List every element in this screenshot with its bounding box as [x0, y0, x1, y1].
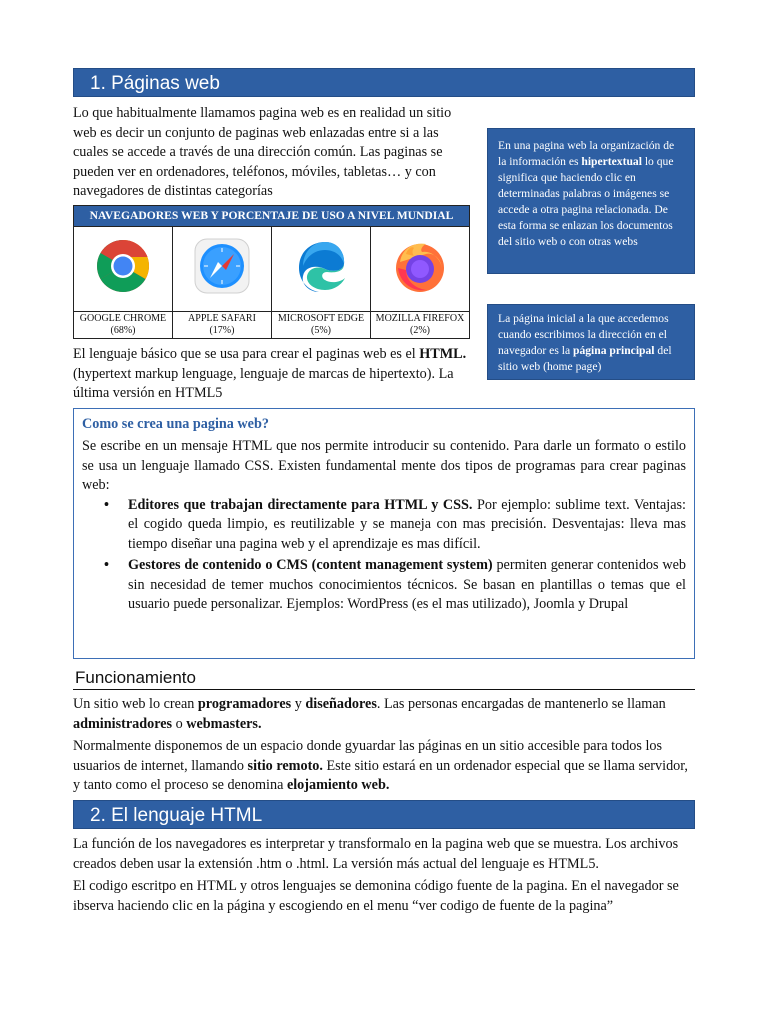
hypertext-note-box [487, 128, 695, 274]
bold-span: programadores [197, 696, 292, 712]
html-language-paragraph [73, 345, 468, 404]
list-item [104, 556, 686, 615]
intro-paragraph: Lo que habitualmente llamamos pagina web es en realidad un sitio web es decir un conjunto de paginas web enlazadas entre si a las cuales se accede a través de una dirección común. Las paginas se pueden ver en ordenadores, teléfonos, móviles, tabletas… y con navegadores de distintas categorías [73, 105, 452, 199]
text-span: . Las personas encargadas de mantenerlo se llaman [376, 696, 666, 712]
chrome-name: GOOGLE CHROME [79, 313, 167, 324]
edge-share: (5%) [310, 325, 331, 336]
section-2-body [73, 835, 695, 916]
text-span: Normalmente disponemos de un espacio donde gyuardar las páginas en un sitio accesible para todos los usuarios de internet, llamando [73, 738, 663, 774]
firefox-share: (2%) [409, 325, 430, 336]
section-2-paragraph-2: El codigo escritpo en HTML y otros lenguajes se demonina código fuente de la pagina. En el navegador se ibserva haciendo clic en la página y escogiendo en el menu “ver codigo de fuente de la pagina” [73, 878, 679, 914]
list-item-bold: Editores que trabajan directamente para HTML y CSS. [128, 496, 473, 513]
bold-span: webmasters. [186, 715, 262, 732]
edge-name: MICROSOFT EDGE [277, 313, 365, 324]
safari-label [172, 312, 271, 339]
firefox-cell [370, 227, 469, 312]
bold-span: administradores [73, 715, 173, 732]
chrome-icon [95, 238, 151, 294]
text-span: y [291, 696, 306, 712]
chrome-share: (68%) [110, 325, 136, 336]
safari-icon [193, 237, 251, 295]
section-2-title: 2. El lenguaje HTML [90, 805, 263, 826]
section-2-paragraph-1: La función de los navegadores es interpretar y transformalo en la pagina web que se muestra. Los archivos creados deben usar la extensión .htm o .html. La versión más actual del lenguaje es HTML5. [73, 836, 679, 872]
hypertext-note-before: En una pagina web la organización de la información es [498, 139, 675, 168]
section-1-title: 1. Páginas web [90, 73, 220, 94]
bullet: • [104, 496, 109, 513]
hypertext-note-after: lo que significa que haciendo clic en determinadas palabras o imágenes se accede a otra pagina relacionada. De esta forma se enlazan los documentos del sitio web o con otras webs [498, 155, 674, 248]
howto-title: Como se crea una pagina web? [82, 416, 269, 432]
chrome-cell [74, 227, 173, 312]
chrome-label [74, 312, 173, 339]
section-2-header [73, 800, 695, 829]
text-span: Este sitio estará en un ordenador especial que se llama servidor, y tanto como el proceso se denomina [73, 757, 688, 793]
funcionamiento-heading: Funcionamiento [73, 667, 695, 690]
funcionamiento-body [73, 695, 695, 796]
funcionamiento-paragraph-2 [73, 737, 695, 796]
bold-span: diseñadores [305, 696, 377, 712]
funcionamiento-paragraph-1 [73, 695, 695, 734]
bullet: • [104, 557, 109, 573]
homepage-note-box [487, 304, 695, 380]
html-language-bold: HTML. [419, 346, 467, 362]
hypertext-note-bold: hipertextual [581, 155, 642, 168]
text-span: o [172, 715, 187, 732]
html-language-after: (hypertext markup lenguage, lenguaje de marcas de hipertexto). La última versión en HTML5 [73, 365, 454, 401]
homepage-note-before: La página inicial a la que accedemos cuando escribimos la dirección en el navegador es la [498, 312, 669, 357]
browsers-table-caption: NAVEGADORES WEB Y PORCENTAJE DE USO A NIVEL MUNDIAL [74, 206, 470, 227]
text-span: Un sitio web lo crean [73, 696, 198, 712]
firefox-name: MOZILLA FIREFOX [375, 313, 465, 324]
section-1-header [73, 68, 695, 97]
list-item-text: permiten generar contenidos web sin necesidad de temer muchos conocimientos técnicos. Se basan en plantillas o temas que el usuario puede personalizar. Ejemplos: WordPress (es el mas utilizado), Joomla y Drupal [128, 557, 686, 612]
safari-share: (17%) [209, 325, 235, 336]
edge-label [271, 312, 370, 339]
bold-span: elojamiento web. [286, 777, 390, 793]
homepage-note-bold: página principal [573, 344, 655, 357]
html-language-before: El lenguaje básico que se usa para crear el paginas web es el [73, 346, 420, 362]
list-item [104, 496, 686, 555]
bold-span: sitio remoto. [247, 757, 323, 774]
list-item-bold: Gestores de contenido o CMS (content management system) [128, 557, 493, 573]
firefox-icon [392, 238, 448, 294]
homepage-note-after: del sitio web (home page) [498, 344, 672, 373]
safari-name: APPLE SAFARI [188, 313, 256, 324]
edge-icon [295, 238, 347, 294]
howto-box [73, 408, 695, 659]
browsers-table [73, 205, 470, 339]
edge-cell [271, 227, 370, 312]
firefox-label [370, 312, 469, 339]
safari-cell [172, 227, 271, 312]
list-item-text: Por ejemplo: sublime text. Ventajas: el cogido queda limpio, es reutilizable y se maneja con mas precisión. Desventajas: lleva mas tiempo diseñar una pagina web y el aprendizaje es mas difícil. [128, 496, 686, 552]
howto-list [82, 496, 686, 615]
howto-text: Se escribe en un mensaje HTML que nos permite introducir su contenido. Para darle un formato o estilo se usa un lenguaje llamado CSS. Existen fundamental mente dos tipos de programas para crear paginas web: [82, 438, 686, 493]
